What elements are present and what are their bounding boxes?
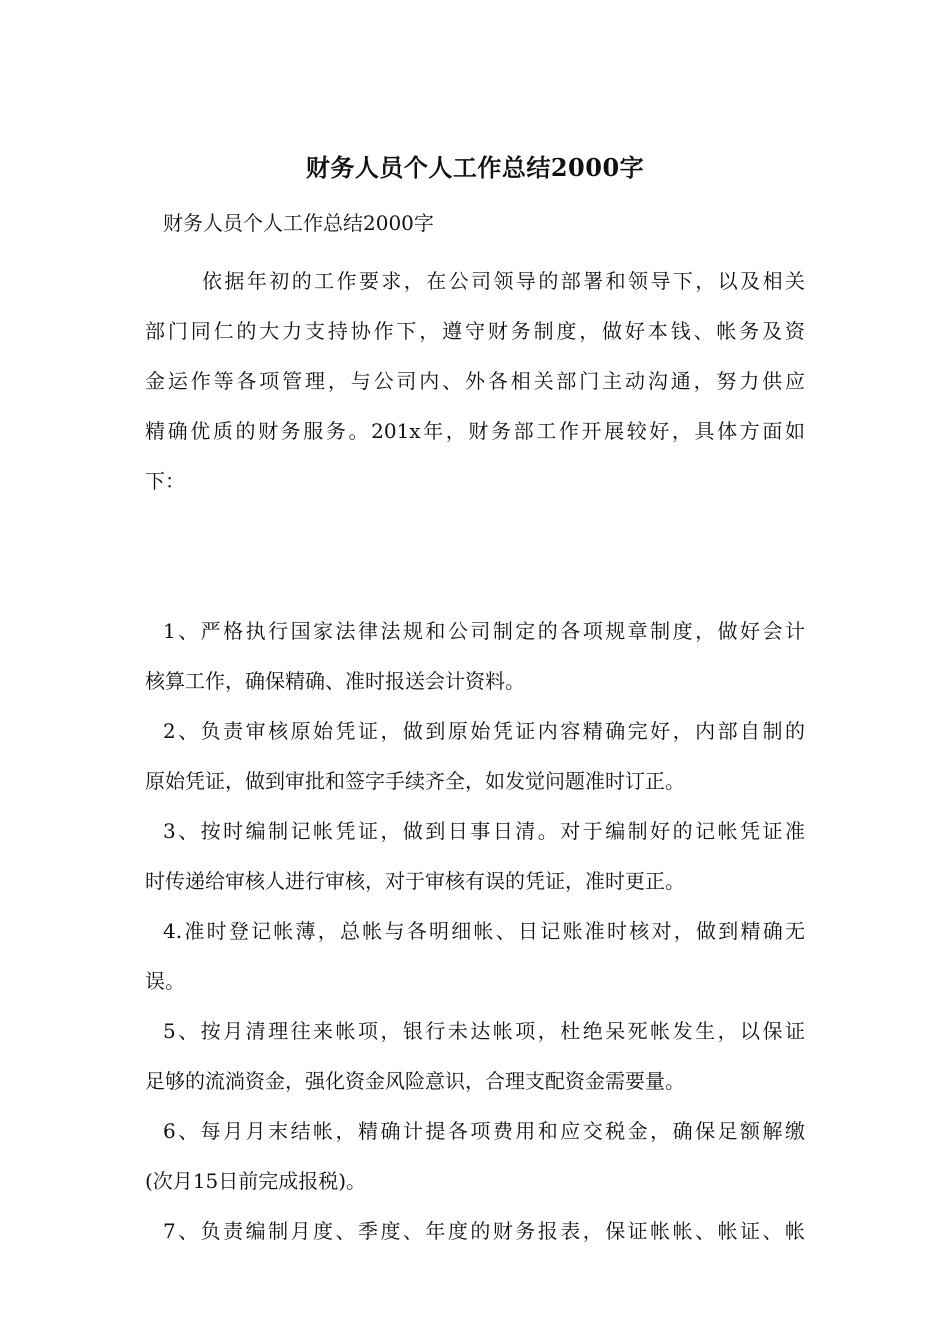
list-item-line: 误。 xyxy=(145,969,185,993)
list-item xyxy=(145,906,805,1006)
list-item-line: 核算工作，确保精确、准时报送会计资料。 xyxy=(145,669,525,693)
list-item-line: 6、每月月末结帐，精确计提各项费用和应交税金，确保足额解缴 xyxy=(163,1119,805,1143)
intro-paragraph xyxy=(145,256,805,506)
list-item-line: 原始凭证，做到审批和签字手续齐全，如发觉问题准时订正。 xyxy=(145,769,685,793)
list-item-line: 2、负责审核原始凭证，做到原始凭证内容精确完好，内部自制的 xyxy=(163,719,805,743)
blank-line xyxy=(145,506,805,556)
paragraph-line: 下： xyxy=(145,469,185,493)
document-body xyxy=(145,256,805,1256)
paragraph-line: 依据年初的工作要求，在公司领导的部署和领导下，以及相关 xyxy=(202,269,805,293)
list-item-line: 时传递给审核人进行审核，对于审核有误的凭证，准时更正。 xyxy=(145,869,685,893)
paragraph-line: 金运作等各项管理，与公司内、外各相关部门主动沟通，努力供应 xyxy=(145,369,805,393)
paragraph-line: 部门同仁的大力支持协作下，遵守财务制度，做好本钱、帐务及资 xyxy=(145,319,805,343)
blank-line xyxy=(145,556,805,606)
list-item xyxy=(145,706,805,806)
list-item xyxy=(145,806,805,906)
list-item-line: (次月15日前完成报税)。 xyxy=(145,1169,367,1193)
list-item-line: 5、按月清理往来帐项，银行未达帐项，杜绝呆死帐发生，以保证 xyxy=(163,1019,805,1043)
document-title: 财务人员个人工作总结2000字 xyxy=(305,153,645,182)
list-item xyxy=(145,606,805,706)
list-item-line: 1、严格执行国家法律法规和公司制定的各项规章制度，做好会计 xyxy=(163,619,805,643)
list-item xyxy=(145,1006,805,1106)
paragraph-line: 精确优质的财务服务。201x年，财务部工作开展较好，具体方面如 xyxy=(145,419,805,443)
list-item xyxy=(145,1206,805,1256)
document-subtitle: 财务人员个人工作总结2000字 xyxy=(163,211,434,235)
list-item-line: 7、负责编制月度、季度、年度的财务报表，保证帐帐、帐证、帐 xyxy=(163,1219,805,1243)
list-item-line: 3、按时编制记帐凭证，做到日事日清。对于编制好的记帐凭证准 xyxy=(163,819,805,843)
list-item-line: 足够的流淌资金，强化资金风险意识，合理支配资金需要量。 xyxy=(145,1069,685,1093)
list-item-line: 4.准时登记帐薄，总帐与各明细帐、日记账准时核对，做到精确无 xyxy=(163,919,805,943)
list-item xyxy=(145,1106,805,1206)
